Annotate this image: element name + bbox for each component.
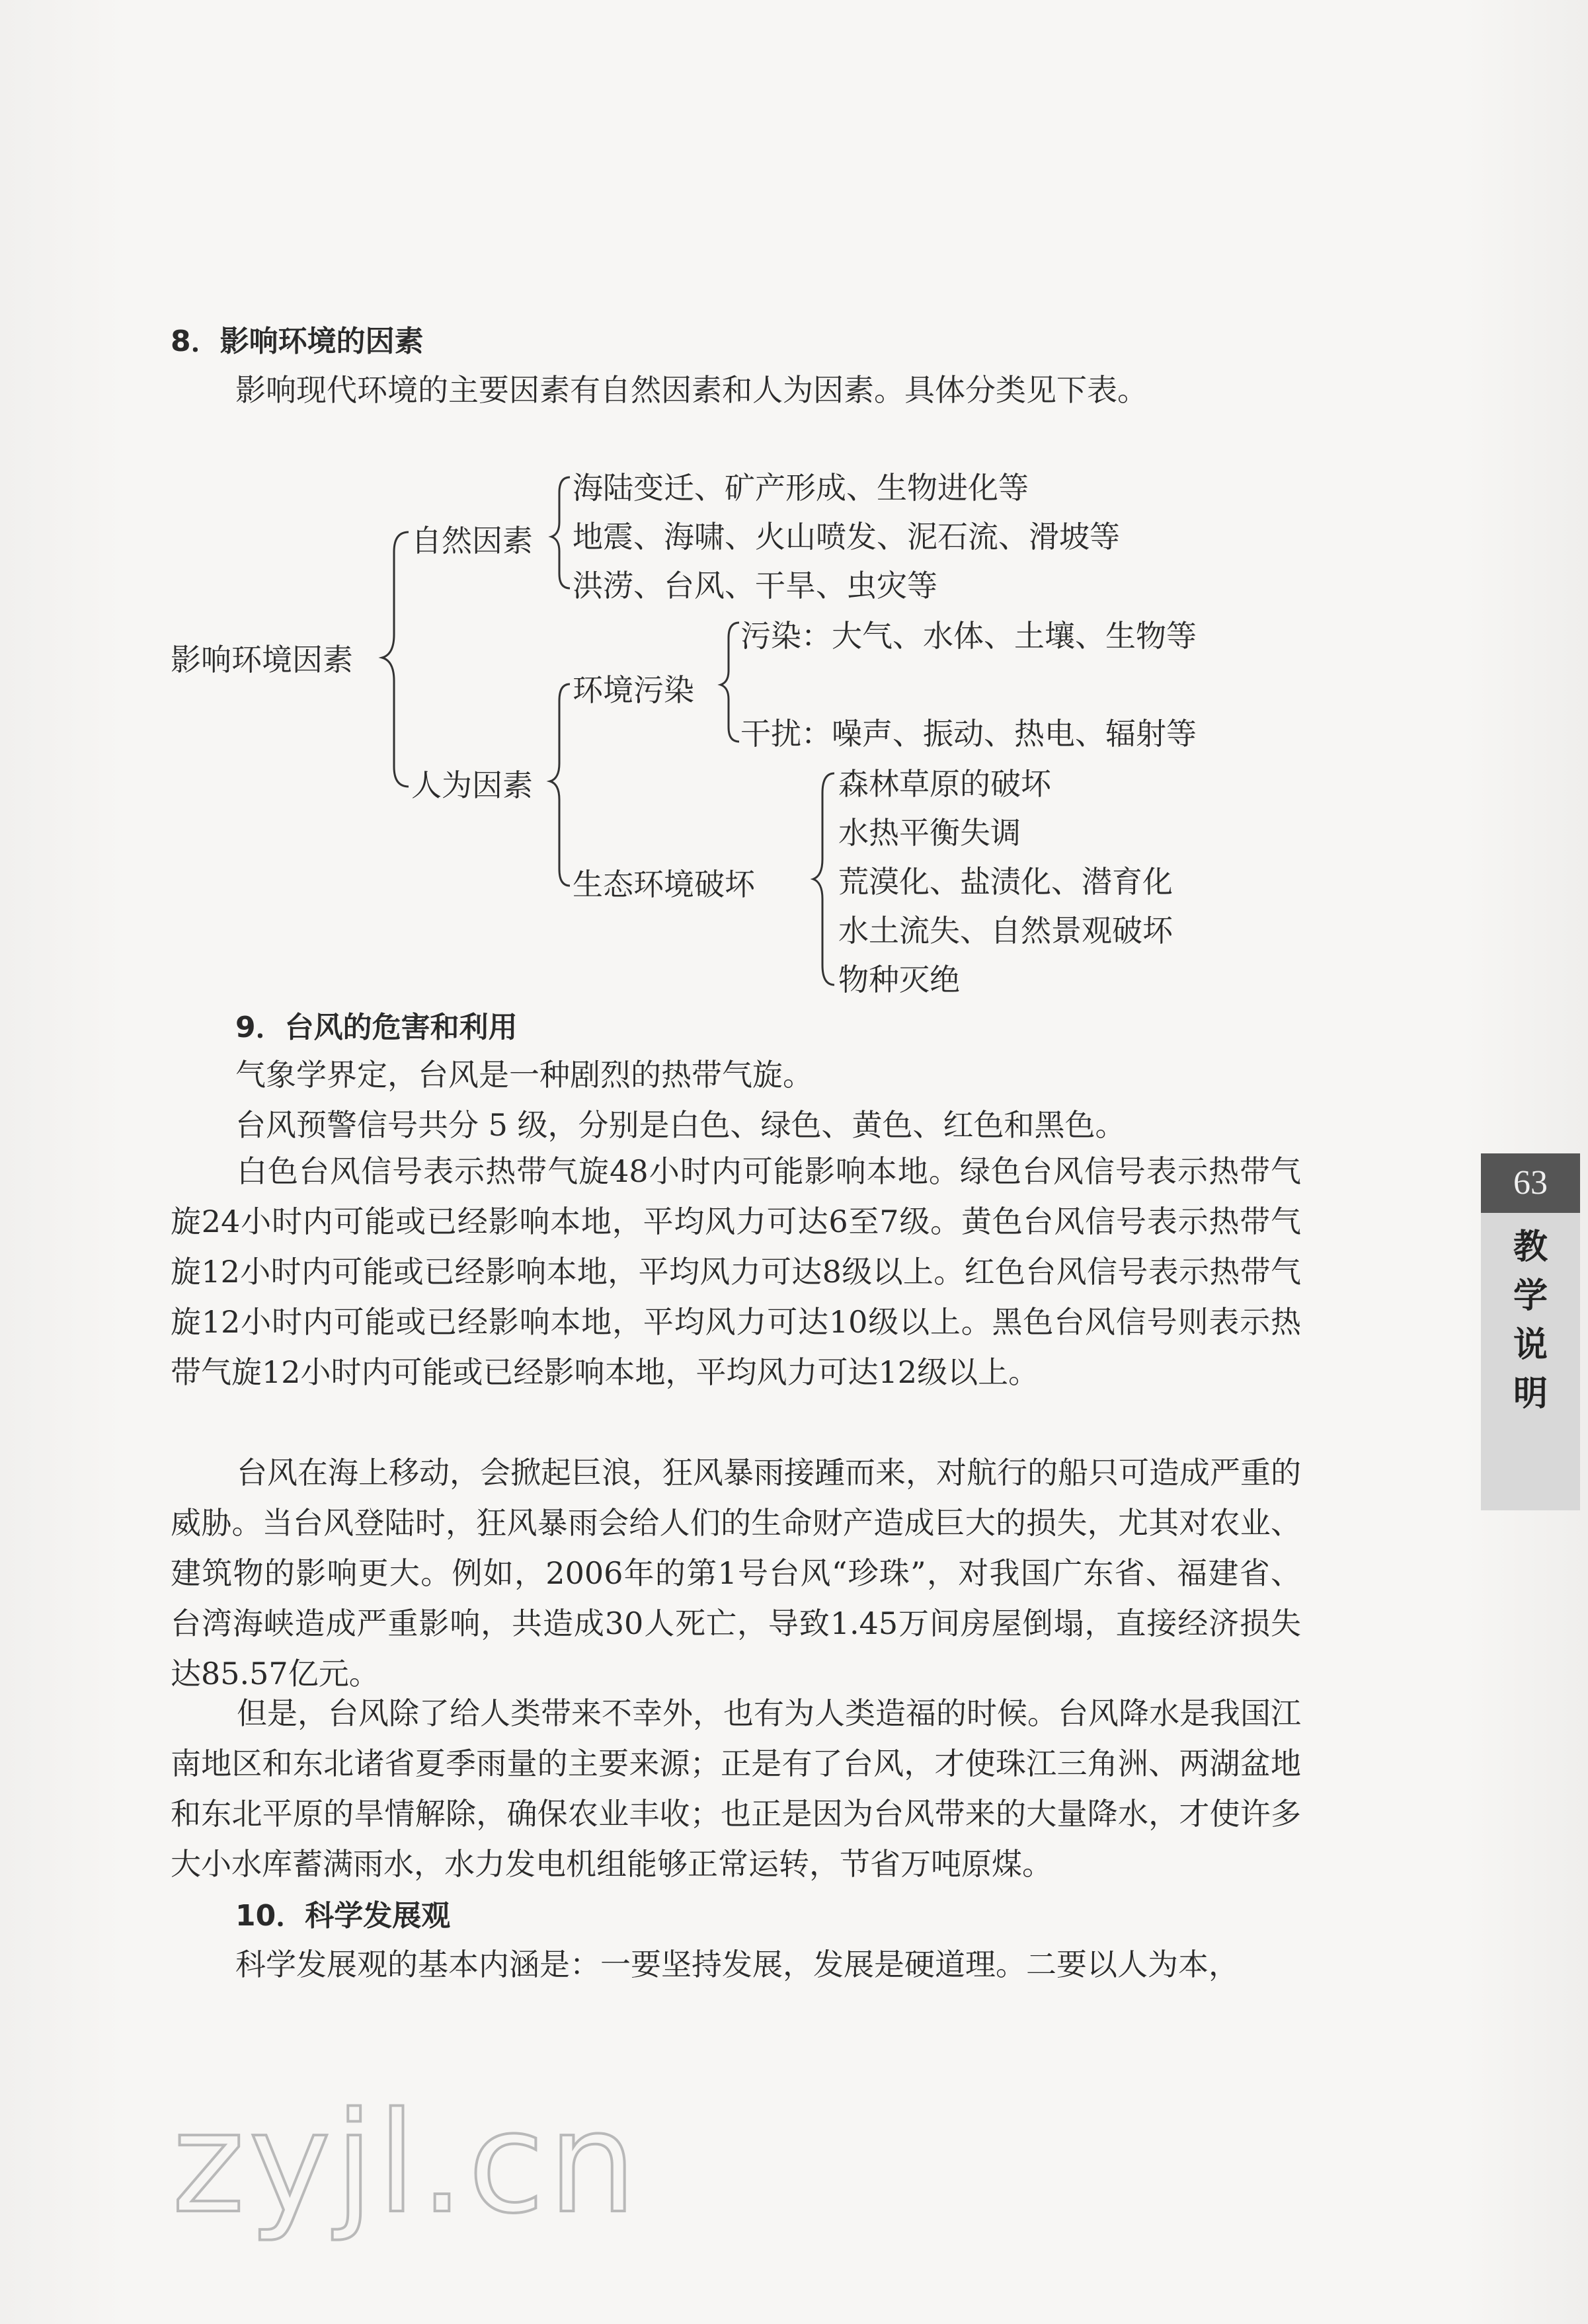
natural-item: 洪涝、台风、干旱、虫灾等 xyxy=(573,568,937,603)
tree-root: 影响环境因素 xyxy=(171,642,353,678)
section-9-p5: 但是，台风除了给人类带来不幸外，也有为人类造福的时候。台风降水是我国江南地区和东北诸省夏季雨量的主要来源；正是有了台风，才使珠江三角洲、两湖盆地和东北平原的旱情解除，确保农业丰收；也正是因为台风带来的大量降水，才使许多大小水库蓄满雨水，水力发电机组能够正常运转，节省万吨原煤。 xyxy=(171,1695,1301,1882)
natural-item: 地震、海啸、火山喷发、泥石流、滑坡等 xyxy=(573,519,1120,555)
section-9-heading: 9．台风的危害和利用 xyxy=(235,1011,518,1044)
side-tab-char: 明 xyxy=(1513,1374,1548,1414)
watermark: zyjl.cn xyxy=(172,2082,641,2244)
section-9-p3: 白色台风信号表示热带气旋48小时内可能影响本地。绿色台风信号表示热带气旋24小时内可能或已经影响本地，平均风力可达6至7级。黄色台风信号表示热带气旋12小时内可能或已经影响本地，平均风力可达8级以上。红色台风信号表示热带气旋12小时内可能或已经影响本地，平均风力可达10级以上。黑色台风信号则表示热带气旋12小时内可能或已经影响本地，平均风力可达12级以上。 xyxy=(171,1153,1301,1390)
pollution-label: 环境污染 xyxy=(573,672,694,708)
eco-item: 荒漠化、盐渍化、潜育化 xyxy=(838,864,1173,900)
human-brace xyxy=(550,684,570,886)
section-9-p4: 台风在海上移动，会掀起巨浪，狂风暴雨接踵而来，对航行的船只可造成严重的威胁。当台风登陆时，狂风暴雨会给人们的生命财产造成巨大的损失，尤其对农业、建筑物的影响更大。例如，2006年的第1号台风“珍珠”，对我国广东省、福建省、台湾海峡造成严重影响，共造成30人死亡，导致1.45万间房屋倒塌，直接经济损失达85.57亿元。 xyxy=(171,1455,1301,1691)
eco-item: 水热平衡失调 xyxy=(838,815,1021,851)
eco-item: 水土流失、自然景观破坏 xyxy=(838,913,1173,949)
section-9-p1: 气象学界定，台风是一种剧烈的热带气旋。 xyxy=(235,1057,813,1093)
side-tab-char: 教 xyxy=(1513,1227,1548,1267)
pollution-item: 污染：大气、水体、土壤、生物等 xyxy=(740,618,1197,654)
side-tab-char: 学 xyxy=(1513,1276,1548,1316)
side-tab-label xyxy=(1481,1223,1580,1418)
natural-brace xyxy=(551,477,570,588)
section-9-p2: 台风预警信号共分 5 级，分别是白色、绿色、黄色、红色和黑色。 xyxy=(235,1107,1126,1143)
human-factors-label: 人为因素 xyxy=(411,767,533,803)
section-10-p1: 科学发展观的基本内涵是：一要坚持发展，发展是硬道理。二要以人为本， xyxy=(235,1947,1239,1982)
pollution-brace xyxy=(721,623,739,742)
section-8-heading: 8．影响环境的因素 xyxy=(171,325,424,358)
natural-item: 海陆变迁、矿产形成、生物进化等 xyxy=(573,470,1029,506)
root-brace xyxy=(382,532,409,787)
side-tab-char: 说 xyxy=(1513,1325,1548,1365)
section-10-heading: 10．科学发展观 xyxy=(235,1899,451,1933)
pollution-item: 干扰：噪声、振动、热电、辐射等 xyxy=(740,716,1197,752)
page-number: 63 xyxy=(1481,1153,1580,1213)
eco-brace xyxy=(813,773,834,985)
eco-damage-label: 生态环境破坏 xyxy=(573,867,755,902)
side-tab xyxy=(1481,1153,1580,1510)
natural-factors-label: 自然因素 xyxy=(411,523,533,559)
section-8-intro: 影响现代环境的主要因素有自然因素和人为因素。具体分类见下表。 xyxy=(235,372,1148,408)
eco-item: 物种灭绝 xyxy=(838,962,960,997)
eco-item: 森林草原的破坏 xyxy=(838,766,1051,802)
